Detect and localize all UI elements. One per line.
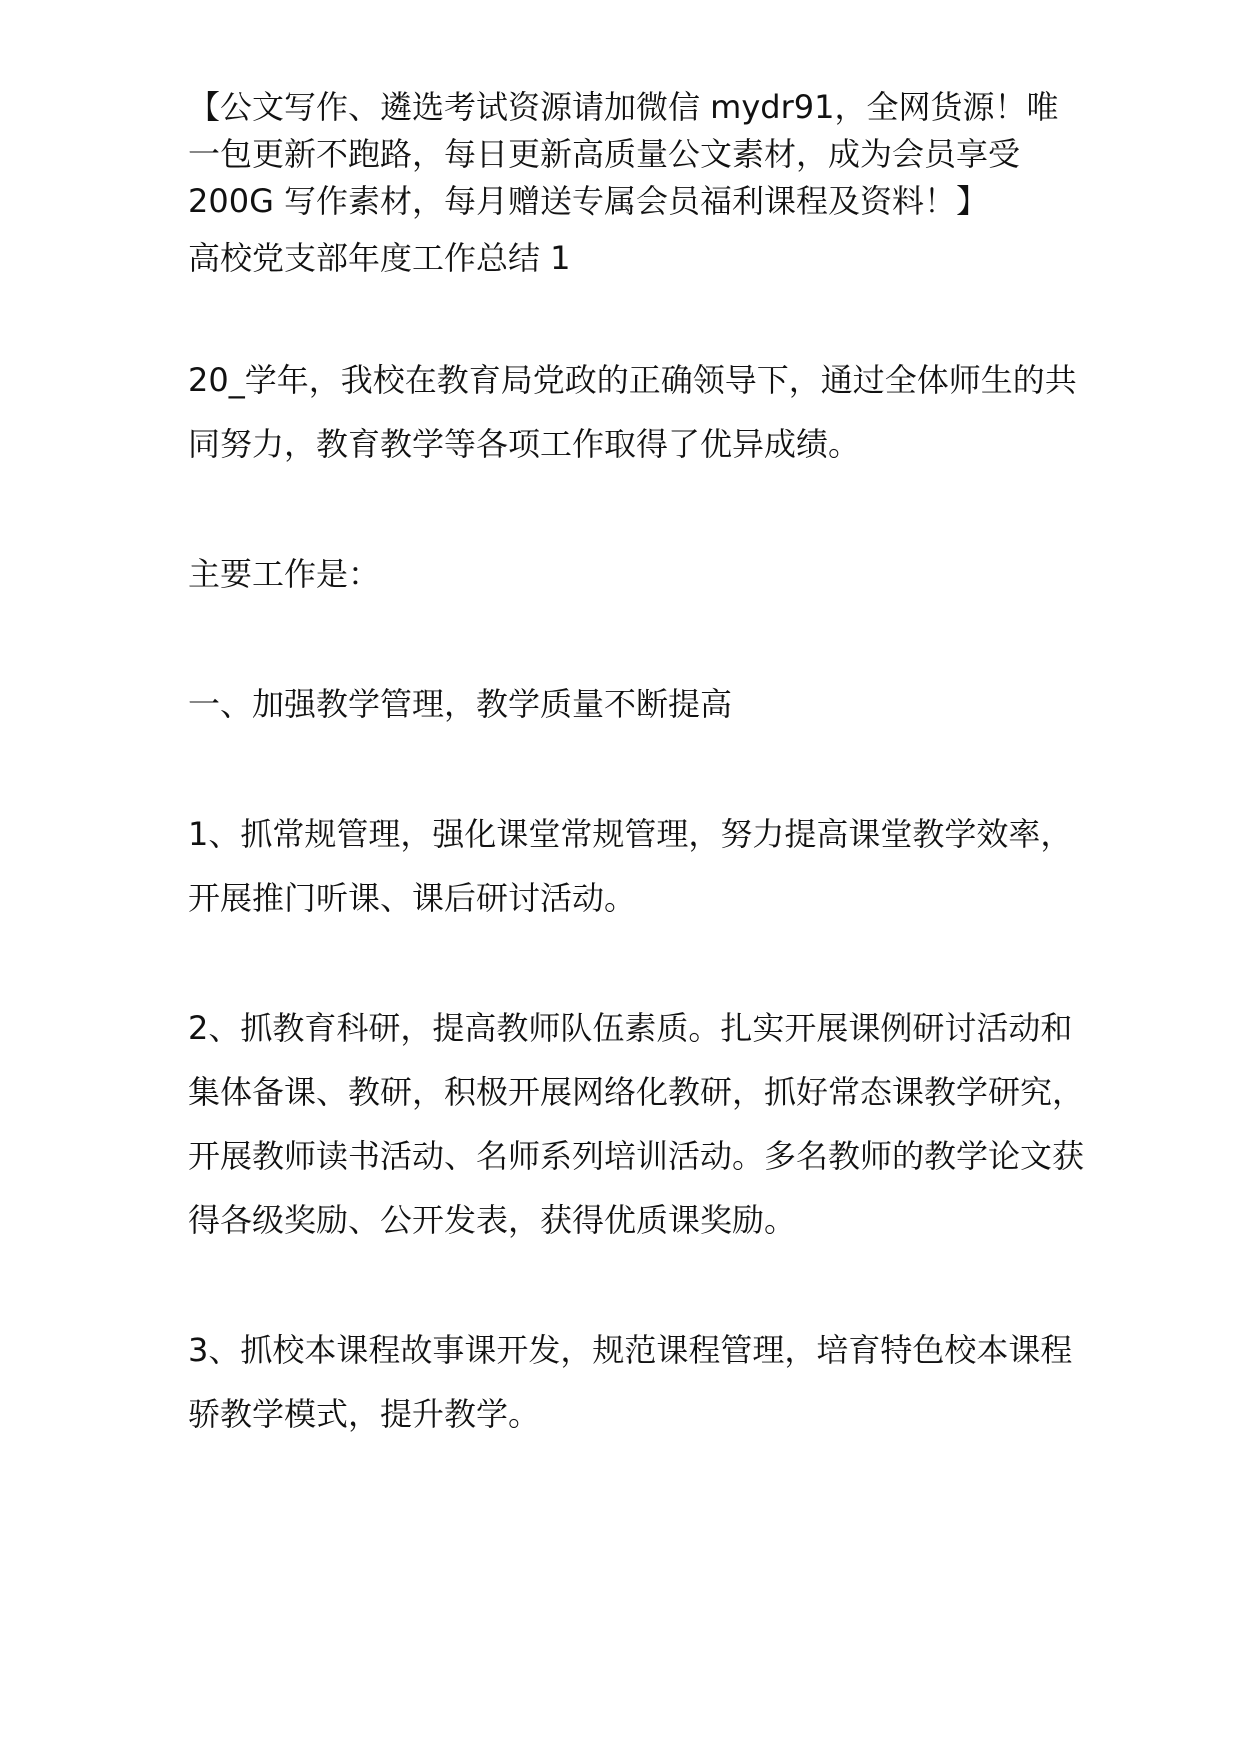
spacer (188, 930, 1088, 996)
document-page (188, 84, 1088, 1446)
paragraph-intro: 20_学年，我校在教育局党政的正确领导下，通过全体师生的共同努力，教育教学等各项工作取得了优异成绩。 (188, 361, 1077, 463)
list-item-2: 2、抓教育科研，提高教师队伍素质。扎实开展课例研讨活动和集体备课、教研，积极开展网络化教研，抓好常态课教学研究，开展教师读书活动、名师系列培训活动。多名教师的教学论文获得各级奖励、公开发表，获得优质课奖励。 (188, 1009, 1085, 1239)
spacer (188, 282, 1088, 348)
spacer (188, 736, 1088, 802)
paragraph-main-work: 主要工作是： (188, 555, 381, 593)
spacer (188, 476, 1088, 542)
spacer (188, 606, 1088, 672)
spacer (188, 1252, 1088, 1318)
section-heading-1: 一、加强教学管理，教学质量不断提高 (188, 685, 733, 723)
list-item-3: 3、抓校本课程故事课开发，规范课程管理，培育特色校本课程骄教学模式，提升教学。 (188, 1331, 1073, 1433)
promo-notice: 【公文写作、遴选考试资源请加微信 mydr91，全网货源！唯一包更新不跑路，每日更新高质量公文素材，成为会员享受 200G 写作素材，每月赠送专属会员福利课程及资料！】 (188, 88, 1059, 220)
list-item-1: 1、抓常规管理，强化课堂常规管理，努力提高课堂教学效率，开展推门听课、课后研讨活动。 (188, 815, 1073, 917)
document-title: 高校党支部年度工作总结 1 (188, 239, 571, 277)
